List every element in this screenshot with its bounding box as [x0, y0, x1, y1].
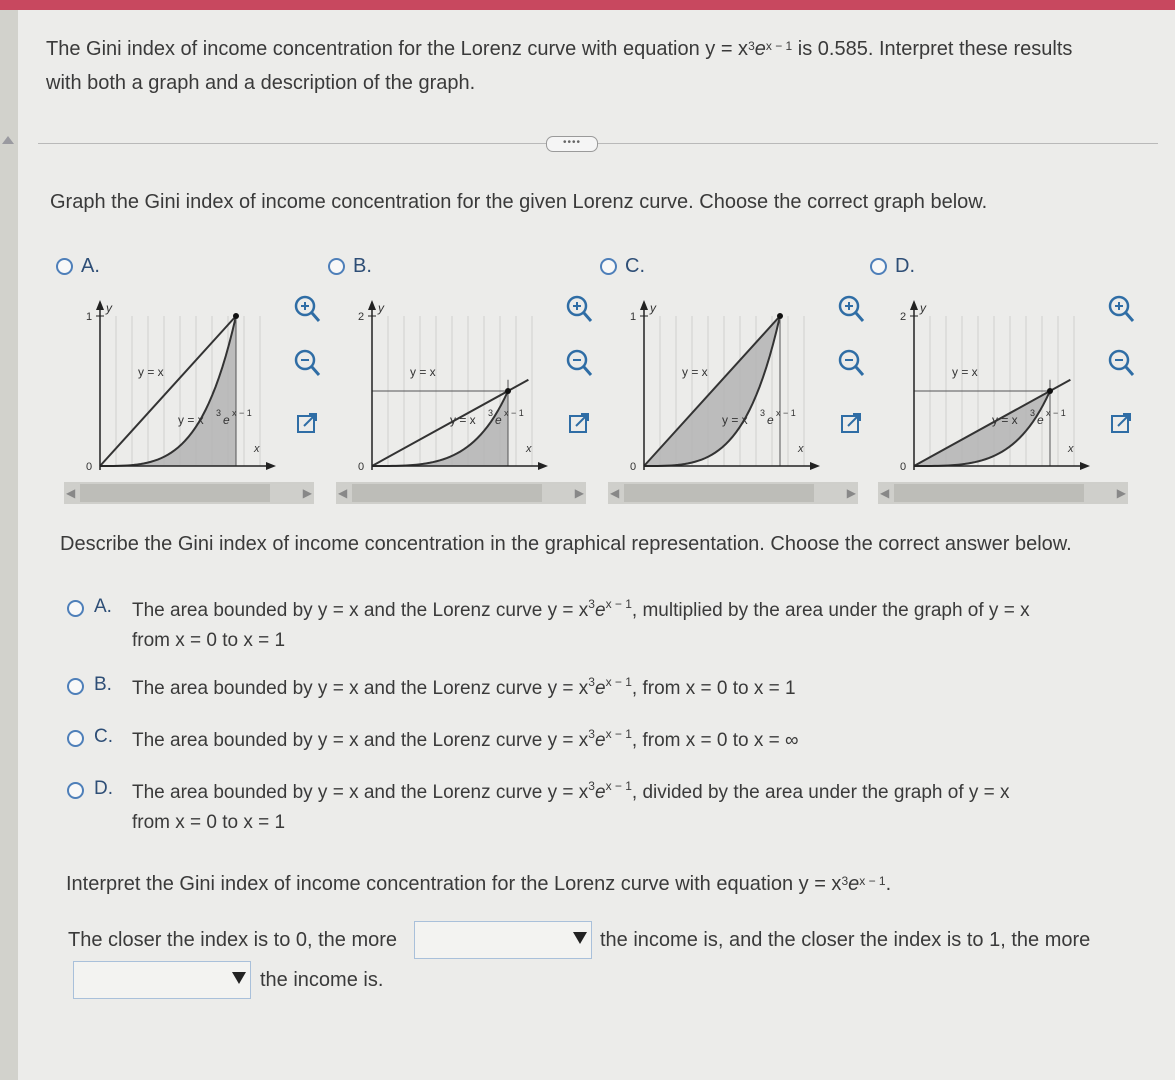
question-text: The Gini index of income concentration for the Lorenz curve with equation y = x — [46, 38, 749, 60]
curve-e-symbol: e — [223, 413, 230, 427]
origin-label: 0 — [358, 461, 365, 473]
curve-e-symbol: e — [767, 413, 774, 427]
answer-text-tail: , from x = 0 to x = ∞ — [631, 730, 799, 751]
zoom-out-icon[interactable] — [292, 348, 322, 378]
caret-down-icon — [573, 932, 587, 944]
answer-option-b-radio[interactable] — [67, 678, 84, 695]
answer-option-a-letter: A. — [94, 596, 112, 617]
line-label: y = x — [682, 365, 708, 379]
top-accent-bar — [0, 0, 1175, 10]
scroll-left-icon[interactable]: ◀ — [338, 486, 348, 500]
y-axis-label: y — [378, 301, 384, 315]
answer-dropdown-2[interactable] — [73, 961, 251, 999]
magnifier-handle — [856, 367, 863, 375]
zoom-out-icon[interactable] — [564, 348, 594, 378]
zoom-in-icon[interactable] — [1106, 294, 1136, 324]
more-button[interactable]: •••• — [546, 136, 598, 152]
y-axis-arrow-icon — [368, 300, 376, 310]
exponent-x-1: x − 1 — [605, 675, 632, 689]
line-label: y = x — [138, 365, 164, 379]
section-divider — [38, 143, 1158, 144]
interpret-prompt — [66, 868, 891, 900]
popout-icon[interactable] — [836, 408, 866, 438]
magnifier-handle — [856, 313, 863, 321]
answer-option-b-text — [132, 675, 1132, 700]
graph-a-scrollbar[interactable] — [64, 482, 314, 504]
e-symbol: e — [754, 38, 766, 60]
exponent-x-1: x − 1 — [605, 597, 632, 611]
curve-exp-3: 3 — [1030, 408, 1036, 418]
collapse-arrow-icon[interactable] — [2, 136, 14, 144]
curve-label: y = x — [450, 413, 476, 427]
curve-exp-x-1: x − 1 — [776, 408, 796, 418]
line-label: y = x — [410, 365, 436, 379]
curve-e-symbol: e — [495, 413, 502, 427]
answer-option-d-radio[interactable] — [67, 782, 84, 799]
graph-option-c-label: C. — [625, 255, 645, 277]
left-scroll-strip[interactable] — [0, 10, 18, 1080]
scroll-thumb[interactable] — [624, 484, 814, 502]
exponent-x-1: x − 1 — [605, 779, 632, 793]
answer-option-a-line-2: from x = 0 to x = 1 — [132, 630, 286, 651]
graph-c-scrollbar[interactable] — [608, 482, 858, 504]
answer-option-b-letter: B. — [94, 674, 112, 695]
exponent-3: 3 — [841, 874, 849, 888]
endpoint-dot — [505, 388, 511, 394]
caret-down-icon — [232, 972, 246, 984]
exponent-3: 3 — [748, 39, 755, 53]
answer-option-a-text — [132, 597, 1132, 622]
answer-text: The area bounded by y = x and the Lorenz curve y = x — [132, 678, 589, 699]
magnifier-handle — [1126, 313, 1133, 321]
zoom-in-icon[interactable] — [292, 294, 322, 324]
x-axis-label: x — [798, 443, 804, 455]
answer-text-tail: , divided by the area under the graph of y = x — [631, 782, 1010, 803]
graph-option-b-plot[interactable] — [352, 290, 552, 480]
curve-exp-3: 3 — [760, 408, 766, 418]
answer-option-d-letter: D. — [94, 778, 113, 799]
zoom-in-icon[interactable] — [836, 294, 866, 324]
line-label: y = x — [952, 365, 978, 379]
answer-option-d-line-2: from x = 0 to x = 1 — [132, 812, 286, 833]
e-symbol: e — [594, 730, 606, 751]
answer-option-c-radio[interactable] — [67, 730, 84, 747]
scroll-left-icon[interactable]: ◀ — [610, 486, 620, 500]
exponent-3: 3 — [588, 675, 595, 689]
graph-option-a-plot[interactable] — [80, 290, 280, 480]
popout-icon[interactable] — [292, 408, 322, 438]
graph-b-scrollbar[interactable] — [336, 482, 586, 504]
y-axis-label: y — [650, 301, 656, 315]
magnifier-handle — [1126, 367, 1133, 375]
y-axis-arrow-icon — [96, 300, 104, 310]
y-axis-arrow-icon — [640, 300, 648, 310]
interpret-sentence-3: the income is. — [260, 969, 384, 991]
x-axis-arrow-icon — [810, 462, 820, 470]
graph-option-d-plot[interactable] — [894, 290, 1094, 480]
exponent-3: 3 — [588, 727, 595, 741]
graph-option-c-plot[interactable] — [624, 290, 824, 480]
x-axis-label: x — [526, 443, 532, 455]
zoom-in-icon[interactable] — [564, 294, 594, 324]
exponent-3: 3 — [588, 597, 595, 611]
interpret-text: Interpret the Gini index of income concentration for the Lorenz curve with equation y = x — [66, 873, 842, 895]
magnifier-handle — [312, 367, 319, 375]
question-line-2: with both a graph and a description of the graph. — [46, 72, 476, 94]
answer-option-c-text — [132, 727, 1132, 752]
e-symbol: e — [594, 678, 606, 699]
x-axis-arrow-icon — [538, 462, 548, 470]
answer-text: The area bounded by y = x and the Lorenz curve y = x — [132, 730, 589, 751]
describe-prompt: Describe the Gini index of income concentration in the graphical representation. Choose the correct answer below. — [60, 533, 1072, 555]
scroll-right-icon[interactable]: ▶ — [574, 486, 584, 500]
x-axis-label: x — [254, 443, 260, 455]
y-max-tick-label: 2 — [358, 311, 365, 323]
answer-option-c-letter: C. — [94, 726, 113, 747]
curve-exp-3: 3 — [216, 408, 222, 418]
answer-option-a-radio[interactable] — [67, 600, 84, 617]
curve-exp-3: 3 — [488, 408, 494, 418]
magnifier-handle — [584, 367, 591, 375]
popout-icon[interactable] — [1106, 408, 1136, 438]
graph-prompt: Graph the Gini index of income concentration for the given Lorenz curve. Choose the correct graph below. — [50, 191, 988, 213]
zoom-out-icon[interactable] — [836, 348, 866, 378]
exponent-x-1: x − 1 — [605, 727, 632, 741]
origin-label: 0 — [630, 461, 637, 473]
graph-d-scrollbar[interactable] — [878, 482, 1128, 504]
interpret-sentence-1: The closer the index is to 0, the more — [68, 929, 398, 951]
scroll-thumb[interactable] — [80, 484, 270, 502]
answer-text-tail: , from x = 0 to x = 1 — [631, 678, 796, 699]
endpoint-dot — [233, 313, 239, 319]
answer-option-d-text — [132, 779, 1132, 804]
scroll-right-icon[interactable]: ▶ — [1116, 486, 1126, 500]
origin-label: 0 — [86, 461, 93, 473]
graph-option-c-radio[interactable] — [600, 258, 617, 275]
curve-label: y = x — [992, 413, 1018, 427]
curve-exp-x-1: x − 1 — [232, 408, 252, 418]
curve-exp-x-1: x − 1 — [504, 408, 524, 418]
interpret-period: . — [885, 873, 892, 895]
scroll-left-icon[interactable]: ◀ — [66, 486, 76, 500]
curve-label: y = x — [722, 413, 748, 427]
curve-label: y = x — [178, 413, 204, 427]
answer-dropdown-1[interactable] — [414, 921, 592, 959]
y-axis-label: y — [920, 301, 926, 315]
scroll-thumb[interactable] — [352, 484, 542, 502]
exponent-3: 3 — [588, 779, 595, 793]
e-symbol: e — [594, 782, 606, 803]
exponent-x-1: x − 1 — [859, 874, 886, 888]
y-max-tick-label: 1 — [630, 311, 637, 323]
graph-option-d-radio[interactable] — [870, 258, 887, 275]
question-text-tail: is 0.585. Interpret these results — [797, 38, 1073, 60]
graph-option-a-label: A. — [81, 255, 100, 277]
curve-e-symbol: e — [1037, 413, 1044, 427]
origin-label: 0 — [900, 461, 907, 473]
y-max-tick-label: 1 — [86, 311, 93, 323]
zoom-out-icon[interactable] — [1106, 348, 1136, 378]
graph-option-a-radio[interactable] — [56, 258, 73, 275]
x-axis-arrow-icon — [266, 462, 276, 470]
scroll-right-icon[interactable]: ▶ — [846, 486, 856, 500]
y-axis-label: y — [106, 301, 112, 315]
y-max-tick-label: 2 — [900, 311, 907, 323]
endpoint-dot — [1047, 388, 1053, 394]
graph-option-b-label: B. — [353, 255, 372, 277]
exponent-x-1: x − 1 — [765, 39, 793, 53]
graph-option-b-radio[interactable] — [328, 258, 345, 275]
interpret-sentence-2: the income is, and the closer the index is to 1, the more — [600, 929, 1091, 951]
scroll-right-icon[interactable]: ▶ — [302, 486, 312, 500]
y-axis-arrow-icon — [910, 300, 918, 310]
popout-icon[interactable] — [564, 408, 594, 438]
x-axis-label: x — [1068, 443, 1074, 455]
scroll-left-icon[interactable]: ◀ — [880, 486, 890, 500]
x-axis-arrow-icon — [1080, 462, 1090, 470]
e-symbol: e — [594, 600, 606, 621]
e-symbol: e — [848, 873, 860, 895]
answer-text-tail: , multiplied by the area under the graph of y = x — [631, 600, 1030, 621]
answer-text: The area bounded by y = x and the Lorenz curve y = x — [132, 600, 589, 621]
graph-option-d-label: D. — [895, 255, 915, 277]
scroll-thumb[interactable] — [894, 484, 1084, 502]
endpoint-dot — [777, 313, 783, 319]
curve-exp-x-1: x − 1 — [1046, 408, 1066, 418]
question-line-1 — [46, 33, 1156, 65]
answer-text: The area bounded by y = x and the Lorenz curve y = x — [132, 782, 589, 803]
magnifier-handle — [312, 313, 319, 321]
magnifier-handle — [584, 313, 591, 321]
